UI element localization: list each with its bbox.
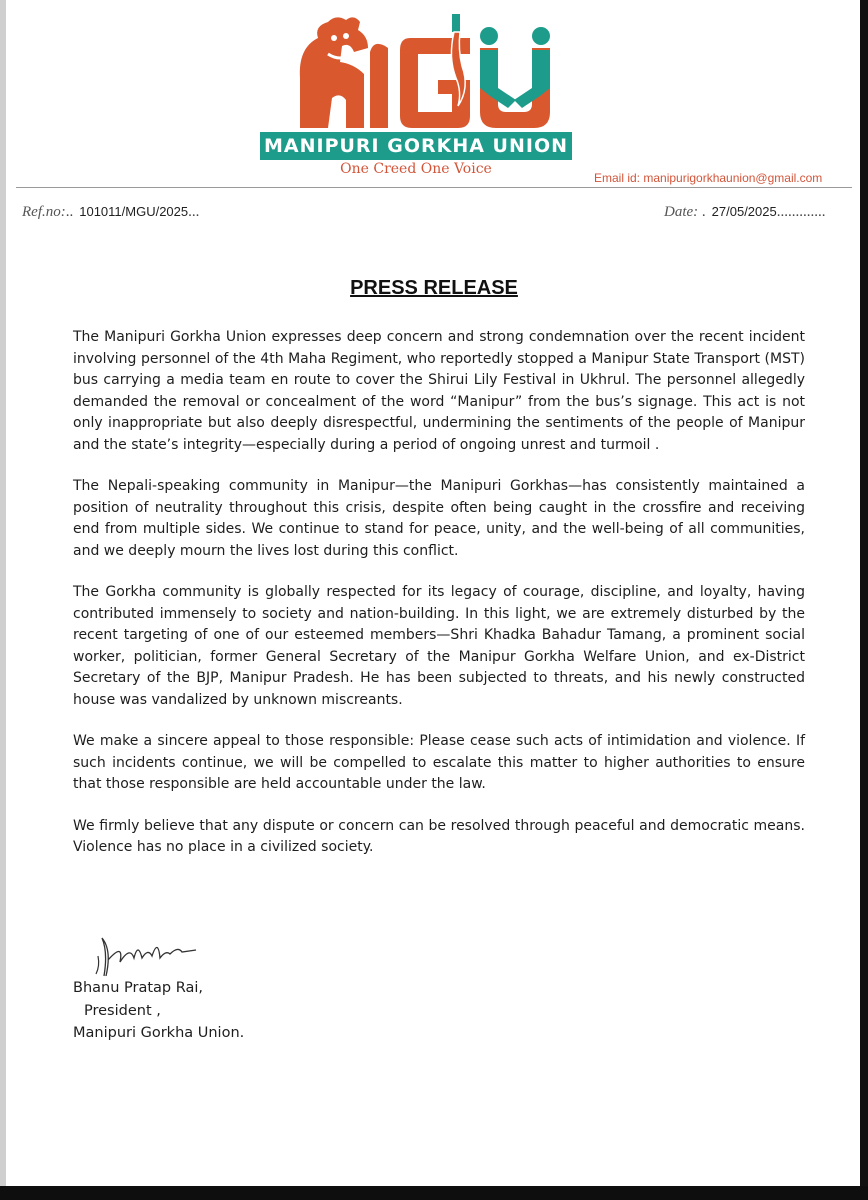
page-edge-left — [0, 0, 6, 1200]
paragraph: The Manipuri Gorkha Union expresses deep concern and strong condemnation over the recent incident involving personnel of the 4th Maha Regiment, who reportedly stopped a Manipur State Transport (MST) bus carrying a media team en route to cover the Shirui Lily Festival in Ukhrul. The personnel allegedly demanded the removal or concealment of the word “Manipur” from the bus’s signage. This act is not only inappropriate but also deeply disrespectful, undermining the sentiments of the people of Manipur and the state’s integrity—especially during a period of ongoing unrest and turmoil . — [73, 329, 805, 453]
date-value: 27/05/2025 — [711, 204, 777, 219]
document-title: PRESS RELEASE — [350, 277, 518, 299]
ref-value: 101011/MGU/2025 — [79, 204, 189, 219]
paragraph: The Gorkha community is globally respected for its legacy of courage, discipline, and loyalty, having contributed immensely to society and nation-building. In this light, we are extremely disturbed by the recent targeting of one of our esteemed members—Shri Khadka Bahadur Tamang, a prominent social worker, politician, former General Secretary of the Manipur Gorkha Welfare Union, and ex-District Secretary of the BJP, Manipur Pradesh. He has been subjected to threats, and his newly constructed house was vandalized by unknown miscreants. — [73, 584, 805, 708]
header-divider — [16, 187, 852, 188]
signatory-name: Bhanu Pratap Rai, — [73, 980, 204, 996]
paragraph: The Nepali-speaking community in Manipur—the Manipuri Gorkhas—has consistently maintained a position of neutrality throughout this crisis, despite often being caught in the crossfire and receiving end from multiple sides. We continue to stand for peace, unity, and the well-being of all communities, and we deeply mourn the lives lost during this conflict. — [73, 478, 805, 559]
mgu-logo — [284, 8, 584, 133]
org-email: Email id: manipurigorkhaunion@gmail.com — [594, 171, 823, 185]
org-tagline: One Creed One Voice — [340, 161, 492, 177]
paragraph: We make a sincere appeal to those responsible: Please cease such acts of intimidation and violence. If such incidents continue, we will be compelled to escalate this matter to higher authorities to ensure that those responsible are held accountable under the law. — [73, 733, 805, 792]
signatory-block — [73, 977, 244, 1045]
page-edge-right — [860, 0, 868, 1200]
reference-number: Ref.no:.. 101011/MGU/2025... — [22, 204, 200, 220]
signatory-position: President , — [84, 1002, 161, 1019]
page-edge-bottom — [0, 1186, 868, 1200]
paragraph: We firmly believe that any dispute or concern can be resolved through peaceful and democratic means. Violence has no place in a civilized society. — [73, 817, 805, 855]
press-release-body — [73, 327, 805, 879]
org-name-banner: MANIPURI GORKHA UNION — [260, 132, 572, 160]
signatory-organization: Manipuri Gorkha Union. — [73, 1025, 245, 1041]
letter-date: Date: . 27/05/2025............. — [664, 204, 826, 220]
date-label: Date: — [664, 204, 699, 220]
ref-label: Ref.no: — [22, 204, 66, 220]
signature — [90, 932, 200, 980]
